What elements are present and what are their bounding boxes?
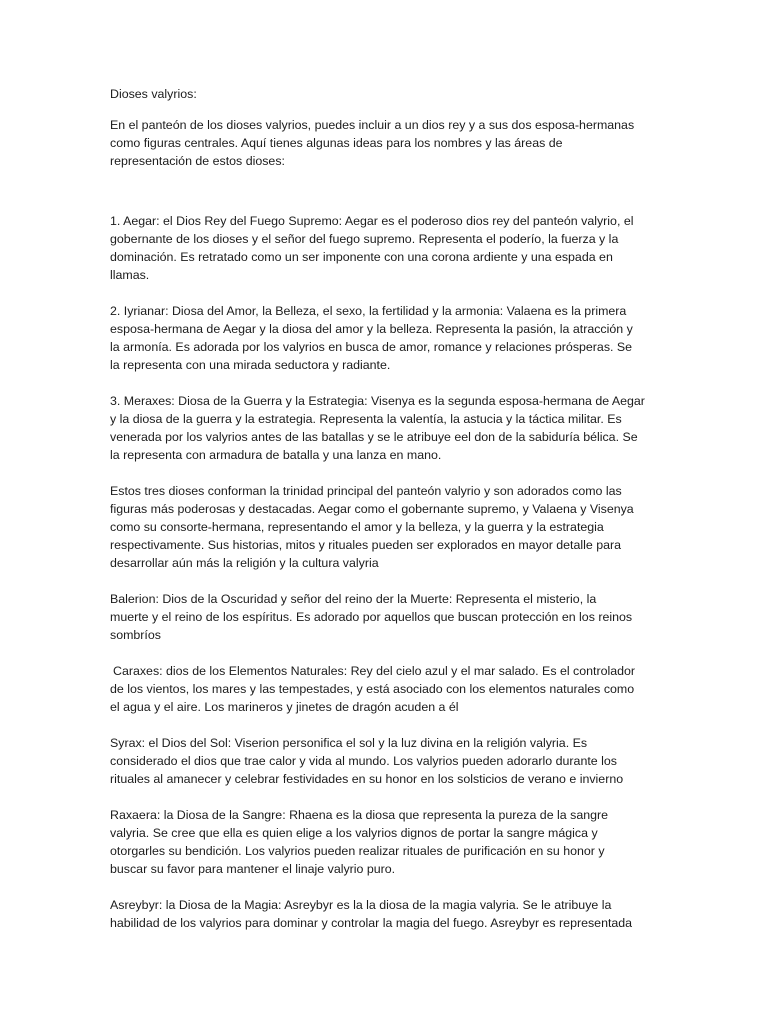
text-line: como su consorte-hermana, representando el amor y la belleza, y la guerra y la estrategia xyxy=(110,520,604,534)
paragraph-iyrianar xyxy=(110,302,658,374)
paragraph-intro xyxy=(110,116,658,170)
text-line: respectivamente. Sus historias, mitos y rituales pueden ser explorados en mayor detalle para xyxy=(110,538,622,552)
paragraph-balerion xyxy=(110,590,658,644)
text-line: sombríos xyxy=(110,628,161,642)
text-line: venerada por los valyrios antes de las batallas y se le atribuye eel don de la sabiduría bélica. Se xyxy=(110,430,638,444)
text-line: como figuras centrales. Aquí tienes algunas ideas para los nombres y las áreas de xyxy=(110,136,563,150)
text-line: valyria. Se cree que ella es quien elige a los valyrios dignos de portar la sangre mágica y xyxy=(110,826,598,840)
text-line: 3. Meraxes: Diosa de la Guerra y la Estrategia: Visenya es la segunda esposa-hermana de Aegar xyxy=(110,394,645,408)
paragraph-raxaera xyxy=(110,806,658,878)
text-line: representación de estos dioses: xyxy=(110,154,285,168)
text-line: En el panteón de los dioses valyrios, puedes incluir a un dios rey y a sus dos esposa-hermanas xyxy=(110,118,635,132)
document-body xyxy=(110,85,658,950)
text-line: la representa con armadura de batalla y una lanza en mano. xyxy=(110,448,442,462)
document-title: Dioses valyrios: xyxy=(110,87,197,101)
paragraph-aegar xyxy=(110,212,658,284)
text-line: Syrax: el Dios del Sol: Viserion personifica el sol y la luz divina en la religión valyria. Es xyxy=(110,736,588,750)
text-line: desarrollar aún más la religión y la cultura valyria xyxy=(110,556,379,570)
text-line: otorgarles su bendición. Los valyrios pueden realizar rituales de purificación en su honor y xyxy=(110,844,605,858)
text-line: muerte y el reino de los espíritus. Es adorado por aquellos que buscan protección en los reinos xyxy=(110,610,633,624)
text-line: dominación. Es retratado como un ser imponente con una corona ardiente y una espada en xyxy=(110,250,613,264)
text-line: la representa con una mirada seductora y radiante. xyxy=(110,358,391,372)
text-line: de los vientos, los mares y las tempestades, y está asociado con los elementos naturales como xyxy=(110,682,635,696)
paragraph-caraxes xyxy=(110,662,658,716)
text-line: rituales al amanecer y celebrar festividades en su honor en los solsticios de verano e invierno xyxy=(110,772,624,786)
text-line: Asreybyr: la Diosa de la Magia: Asreybyr es la la diosa de la magia valyria. Se le atribuye la xyxy=(110,898,612,912)
text-line: gobernante de los dioses y el señor del fuego supremo. Representa el poderío, la fuerza y la xyxy=(110,232,619,246)
text-line: el agua y el aire. Los marineros y jinetes de dragón acuden a él xyxy=(110,700,459,714)
text-line: llamas. xyxy=(110,268,150,282)
text-line: habilidad de los valyrios para dominar y controlar la magia del fuego. Asreybyr es representada xyxy=(110,916,633,930)
text-line: buscar su favor para mantener el linaje valyrio puro. xyxy=(110,862,396,876)
text-line: considerado el dios que trae calor y vida al mundo. Los valyrios pueden adorarlo durante los xyxy=(110,754,617,768)
text-line: Raxaera: la Diosa de la Sangre: Rhaena es la diosa que representa la pureza de la sangre xyxy=(110,808,609,822)
paragraph-asreybyr xyxy=(110,896,658,932)
text-line: esposa-hermana de Aegar y la diosa del amor y la belleza. Representa la pasión, la atracción y xyxy=(110,322,633,336)
text-line: 1. Aegar: el Dios Rey del Fuego Supremo: Aegar es el poderoso dios rey del panteón valyrio, el xyxy=(110,214,634,228)
paragraph-meraxes xyxy=(110,392,658,464)
text-line: Estos tres dioses conforman la trinidad principal del panteón valyrio y son adorados como las xyxy=(110,484,622,498)
text-line: Caraxes: dios de los Elementos Naturales: Rey del cielo azul y el mar salado. Es el controlador xyxy=(113,664,636,678)
paragraph-trinidad xyxy=(110,482,658,572)
text-line: y la diosa de la guerra y la estrategia. Representa la valentía, la astucia y la táctica militar. Es xyxy=(110,412,622,426)
text-line: 2. Iyrianar: Diosa del Amor, la Belleza, el sexo, la fertilidad y la armonia: Valaena es la primera xyxy=(110,304,627,318)
text-line: la armonía. Es adorada por los valyrios en busca de amor, romance y relaciones prósperas. Se xyxy=(110,340,633,354)
text-line: Balerion: Dios de la Oscuridad y señor del reino der la Muerte: Representa el misterio, la xyxy=(110,592,597,606)
paragraph-syrax xyxy=(110,734,658,788)
text-line: figuras más poderosas y destacadas. Aegar como el gobernante supremo, y Valaena y Visenya xyxy=(110,502,634,516)
